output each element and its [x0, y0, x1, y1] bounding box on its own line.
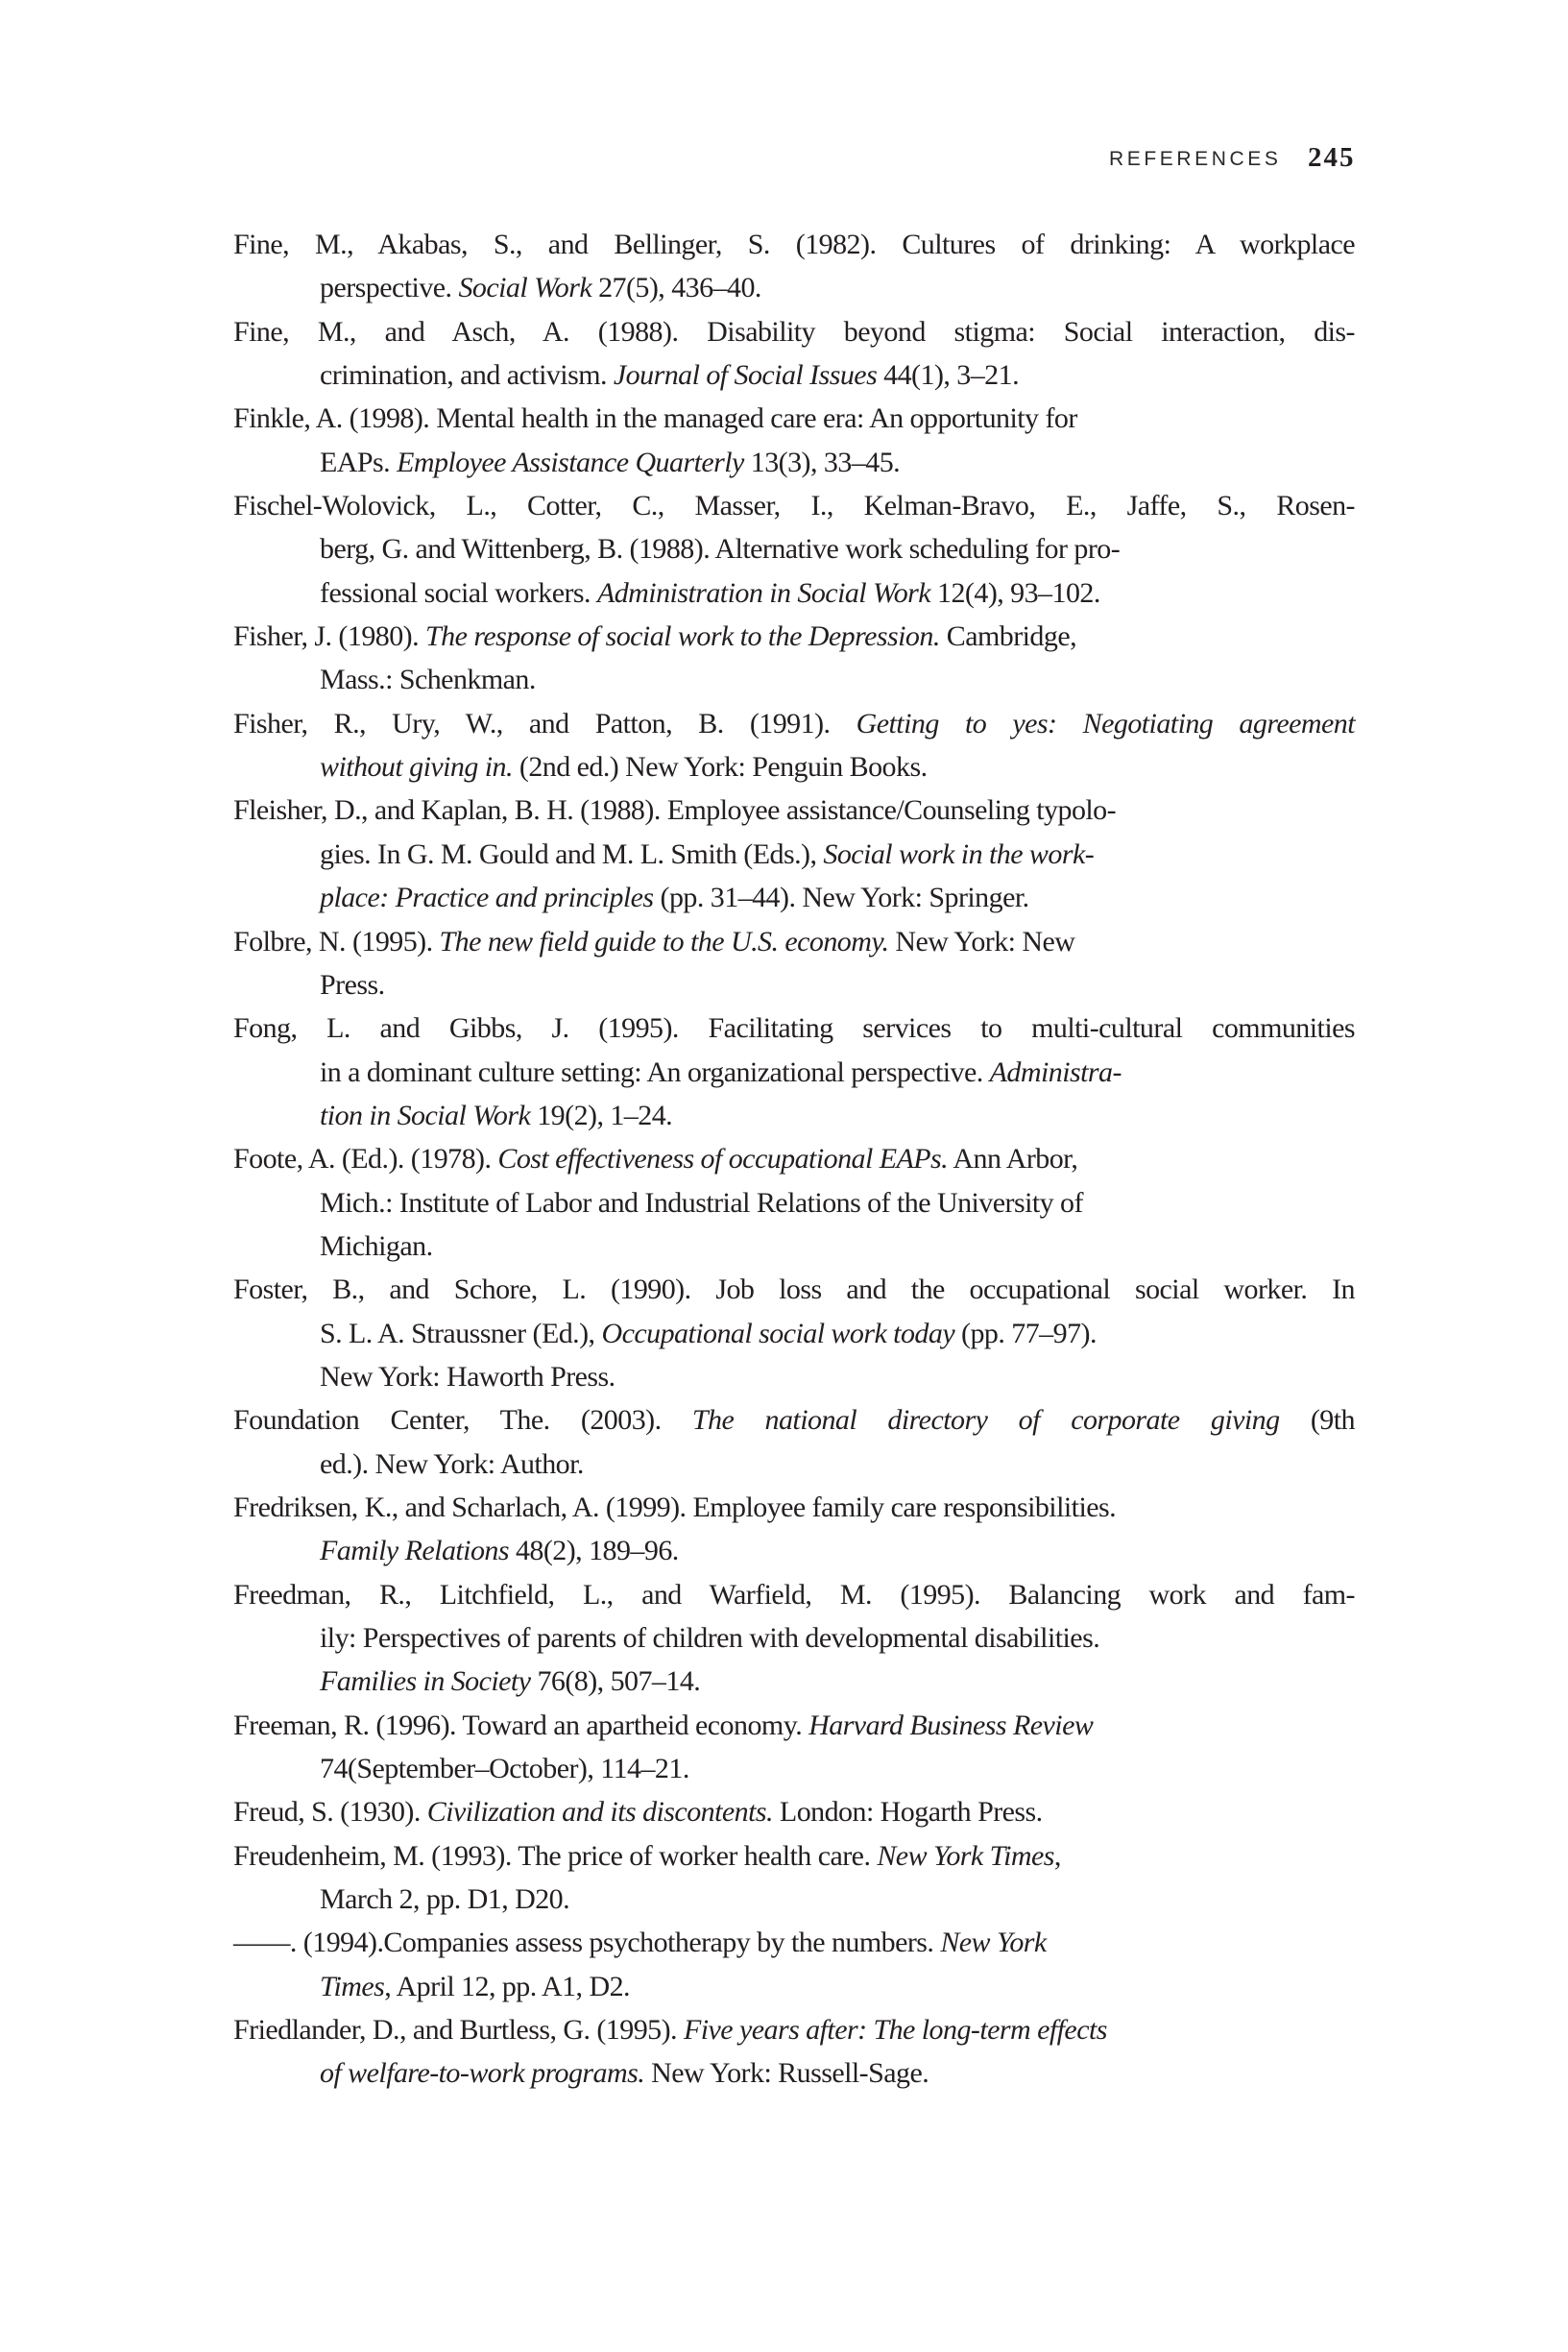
- reference-text: Fong, L. and Gibbs, J. (1995). Facilitating services to multi-cultural communities: [233, 1012, 1355, 1045]
- italic-title-text: New York: [940, 1927, 1047, 1959]
- reference-text: Finkle, A. (1998). Mental health in the managed care era: An opportunity for: [233, 402, 1077, 435]
- reference-continuation-line: [233, 1355, 1355, 1398]
- reference-continuation-line: [233, 1312, 1355, 1355]
- italic-title-text: Occupational social work today: [601, 1317, 955, 1349]
- reference-entry: [233, 1704, 1355, 1791]
- reference-continuation-line: [233, 1747, 1355, 1790]
- reference-text: ily: Perspectives of parents of children with developmental disabilities.: [320, 1622, 1100, 1654]
- reference-text: Freedman, R., Litchfield, L., and Warfield, M. (1995). Balancing work and fam-: [233, 1578, 1355, 1611]
- reference-continuation-line: [233, 1529, 1355, 1572]
- reference-list: [233, 223, 1355, 2096]
- reference-entry: [233, 397, 1355, 484]
- reference-first-line: [233, 1006, 1355, 1050]
- reference-entry: [233, 1921, 1355, 2008]
- reference-continuation-line: [233, 1616, 1355, 1660]
- reference-text: Foundation Center, The. (2003).: [233, 1404, 692, 1437]
- reference-text: Fisher, R., Ury, W., and Patton, B. (1991).: [233, 707, 856, 740]
- reference-first-line: [233, 1921, 1355, 1964]
- reference-text: 19(2), 1–24.: [530, 1099, 673, 1131]
- reference-text: (2nd ed.) New York: Penguin Books.: [512, 751, 928, 784]
- italic-title-text: Harvard Business Review: [808, 1709, 1094, 1741]
- reference-text: New York: New: [888, 925, 1075, 958]
- reference-entry: [233, 1006, 1355, 1137]
- reference-text: ——. (1994).Companies assess psychotherapy by the numbers.: [233, 1927, 941, 1959]
- italic-title-text: Administra-: [989, 1055, 1122, 1088]
- italic-title-text: Cost effectiveness of occupational EAPs.: [497, 1143, 949, 1176]
- reference-continuation-line: [233, 571, 1355, 615]
- reference-continuation-line: [233, 527, 1355, 570]
- reference-entry: [233, 1137, 1355, 1268]
- reference-text: New York: Russell-Sage.: [644, 2057, 929, 2090]
- reference-text: Michigan.: [320, 1229, 433, 1262]
- reference-entry: [233, 310, 1355, 398]
- reference-continuation-line: [233, 1181, 1355, 1224]
- italic-title-text: Administration in Social Work: [596, 576, 931, 609]
- italic-title-text: of welfare-to-work programs.: [320, 2057, 645, 2090]
- reference-first-line: [233, 1268, 1355, 1311]
- reference-entry: [233, 223, 1355, 310]
- italic-title-text: tion in Social Work: [320, 1099, 531, 1131]
- reference-first-line: [233, 615, 1355, 658]
- reference-text: berg, G. and Wittenberg, B. (1988). Alternative work scheduling for pro-: [320, 533, 1121, 566]
- reference-first-line: [233, 310, 1355, 353]
- italic-title-text: Civilization and its discontents.: [426, 1796, 773, 1829]
- italic-title-text: The response of social work to the Depression.: [425, 620, 940, 653]
- reference-text: , April 12, pp. A1, D2.: [384, 1970, 630, 2002]
- italic-title-text: without giving in.: [320, 751, 513, 784]
- reference-text: Freudenheim, M. (1993). The price of worker health care.: [233, 1839, 878, 1872]
- reference-entry: [233, 920, 1355, 1007]
- reference-entry: [233, 1398, 1355, 1486]
- reference-text: Cambridge,: [939, 620, 1077, 653]
- reference-continuation-line: [233, 1965, 1355, 2008]
- reference-text: in a dominant culture setting: An organizational perspective.: [320, 1055, 990, 1088]
- reference-text: Fine, M., Akabas, S., and Bellinger, S. (1982). Cultures of drinking: A workplace: [233, 229, 1355, 260]
- reference-first-line: [233, 1834, 1355, 1878]
- reference-entry: [233, 788, 1355, 919]
- italic-title-text: Times: [320, 1970, 385, 2002]
- reference-text: Friedlander, D., and Burtless, G. (1995).: [233, 2014, 684, 2047]
- reference-text: Foote, A. (Ed.). (1978).: [233, 1143, 498, 1176]
- reference-first-line: [233, 1398, 1355, 1442]
- reference-text: Mich.: Institute of Labor and Industrial Relations of the University of: [320, 1186, 1083, 1219]
- reference-text: Fischel-Wolovick, L., Cotter, C., Masser, I., Kelman-Bravo, E., Jaffe, S., Rosen-: [233, 490, 1355, 522]
- italic-title-text: Social Work: [458, 272, 592, 304]
- reference-text: 12(4), 93–102.: [930, 576, 1100, 609]
- page-number: 245: [1308, 142, 1356, 173]
- reference-continuation-line: [233, 1878, 1355, 1921]
- reference-text: Folbre, N. (1995).: [233, 925, 440, 958]
- reference-text: crimination, and activism.: [320, 359, 614, 392]
- italic-title-text: Family Relations: [320, 1535, 509, 1567]
- reference-first-line: [233, 223, 1355, 266]
- italic-title-text: place: Practice and principles: [320, 882, 654, 914]
- reference-continuation-line: [233, 745, 1355, 788]
- reference-continuation-line: [233, 833, 1355, 876]
- reference-text: Fleisher, D., and Kaplan, B. H. (1988). Employee assistance/Counseling typolo-: [233, 794, 1117, 827]
- reference-entry: [233, 1790, 1355, 1833]
- italic-title-text: The national directory of corporate giving: [691, 1404, 1280, 1437]
- reference-text: Press.: [320, 968, 385, 1001]
- italic-title-text: The new field guide to the U.S. economy.: [439, 925, 889, 958]
- reference-text: gies. In G. M. Gould and M. L. Smith (Eds.),: [320, 837, 824, 870]
- reference-continuation-line: [233, 876, 1355, 919]
- reference-text: ed.). New York: Author.: [320, 1447, 584, 1480]
- italic-title-text: Families in Society: [320, 1665, 531, 1698]
- reference-text: New York: Haworth Press.: [320, 1360, 615, 1393]
- reference-text: Freeman, R. (1996). Toward an apartheid economy.: [233, 1709, 809, 1741]
- reference-text: (pp. 31–44). New York: Springer.: [653, 882, 1029, 914]
- reference-text: Mass.: Schenkman.: [320, 664, 536, 696]
- italic-title-text: Journal of Social Issues: [613, 359, 878, 392]
- reference-continuation-line: [233, 1051, 1355, 1094]
- reference-continuation-line: [233, 1660, 1355, 1703]
- reference-text: perspective.: [320, 272, 459, 304]
- reference-text: EAPs.: [320, 446, 398, 478]
- reference-first-line: [233, 1486, 1355, 1529]
- reference-text: Fine, M., and Asch, A. (1988). Disability beyond stigma: Social interaction, dis-: [233, 315, 1355, 348]
- reference-text: S. L. A. Straussner (Ed.),: [320, 1317, 602, 1349]
- italic-title-text: Social work in the work-: [823, 837, 1095, 870]
- reference-continuation-line: [233, 658, 1355, 701]
- reference-entry: [233, 1573, 1355, 1704]
- reference-text: London: Hogarth Press.: [772, 1796, 1043, 1829]
- reference-text: Fisher, J. (1980).: [233, 620, 426, 653]
- reference-continuation-line: [233, 963, 1355, 1006]
- reference-first-line: [233, 920, 1355, 963]
- reference-text: 27(5), 436–40.: [591, 272, 761, 304]
- reference-continuation-line: [233, 1094, 1355, 1137]
- italic-title-text: Employee Assistance Quarterly: [397, 446, 744, 478]
- reference-entry: [233, 615, 1355, 702]
- reference-text: Freud, S. (1930).: [233, 1796, 427, 1829]
- reference-continuation-line: [233, 266, 1355, 309]
- reference-continuation-line: [233, 2051, 1355, 2095]
- reference-text: Foster, B., and Schore, L. (1990). Job loss and the occupational social worker. In: [233, 1273, 1355, 1306]
- reference-first-line: [233, 1790, 1355, 1833]
- reference-first-line: [233, 2008, 1355, 2051]
- italic-title-text: Five years after: The long-term effects: [683, 2014, 1107, 2047]
- reference-text: 74(September–October), 114–21.: [320, 1753, 689, 1785]
- running-head: [1104, 142, 1363, 175]
- reference-text: Fredriksen, K., and Scharlach, A. (1999). Employee family care responsibilities.: [233, 1491, 1117, 1523]
- reference-continuation-line: [233, 441, 1355, 484]
- reference-first-line: [233, 1573, 1355, 1616]
- reference-continuation-line: [233, 353, 1355, 397]
- reference-text: Ann Arbor,: [948, 1143, 1078, 1176]
- reference-text: 76(8), 507–14.: [530, 1665, 701, 1698]
- reference-text: 44(1), 3–21.: [877, 359, 1020, 392]
- reference-first-line: [233, 397, 1355, 440]
- reference-text: March 2, pp. D1, D20.: [320, 1883, 570, 1916]
- reference-entry: [233, 484, 1355, 615]
- reference-first-line: [233, 1137, 1355, 1180]
- reference-text: ,: [1053, 1839, 1061, 1872]
- reference-first-line: [233, 788, 1355, 832]
- reference-entry: [233, 2008, 1355, 2096]
- reference-entry: [233, 702, 1355, 789]
- italic-title-text: New York Times: [877, 1839, 1054, 1872]
- reference-first-line: [233, 484, 1355, 527]
- reference-entry: [233, 1486, 1355, 1573]
- reference-text: fessional social workers.: [320, 576, 597, 609]
- reference-continuation-line: [233, 1443, 1355, 1486]
- italic-title-text: Getting to yes: Negotiating agreement: [856, 707, 1355, 740]
- reference-entry: [233, 1834, 1355, 1922]
- reference-text: 48(2), 189–96.: [509, 1535, 679, 1567]
- reference-first-line: [233, 1704, 1355, 1747]
- reference-text: 13(3), 33–45.: [743, 446, 901, 478]
- reference-continuation-line: [233, 1224, 1355, 1268]
- reference-text: (pp. 77–97).: [954, 1317, 1097, 1349]
- reference-text: (9th: [1279, 1404, 1355, 1437]
- reference-first-line: [233, 702, 1355, 745]
- section-label: REFERENCES: [1109, 148, 1282, 170]
- reference-entry: [233, 1268, 1355, 1398]
